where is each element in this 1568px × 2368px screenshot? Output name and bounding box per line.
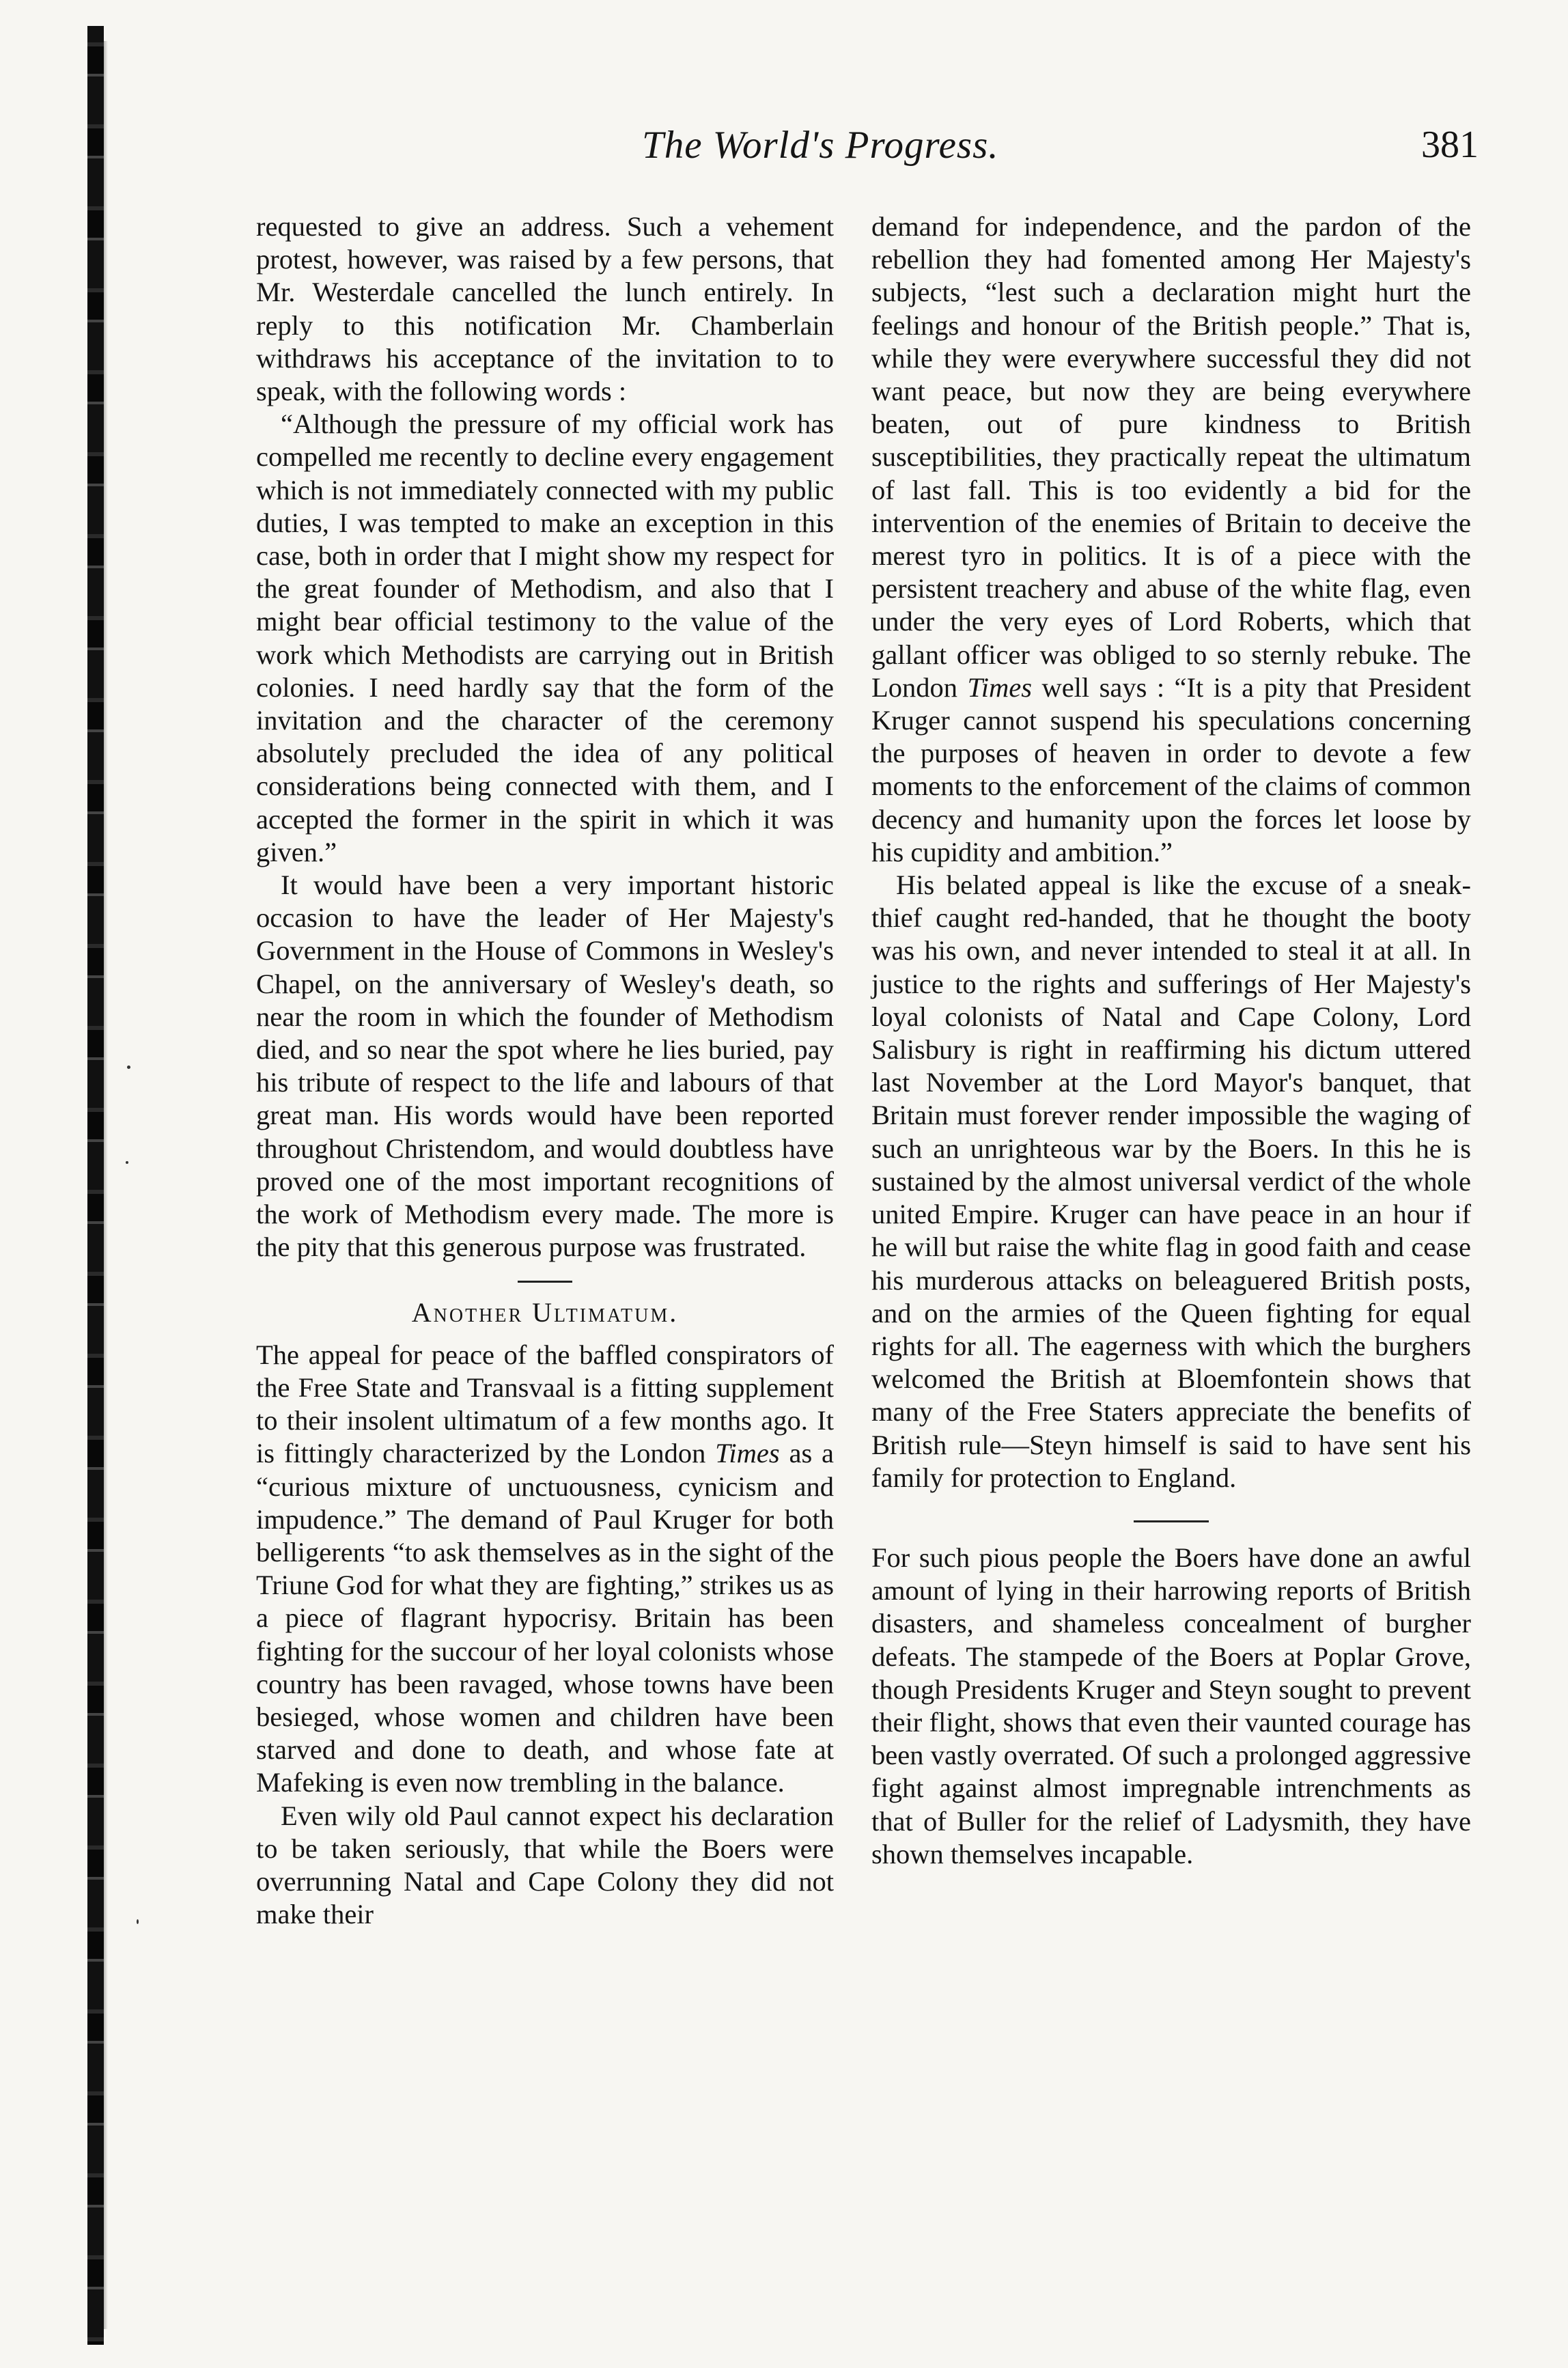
running-title: The World's Progress. (642, 124, 999, 167)
page-header (253, 123, 1479, 171)
paragraph (871, 210, 1471, 869)
ink-speck (126, 1161, 128, 1164)
page-number: 381 (1421, 124, 1479, 166)
paragraph: Even wily old Paul cannot expect his declaration to be taken seriously, that while the Boers were overrunning Natal and Cape Colony they did not make their (256, 1800, 834, 1930)
paragraph (256, 1339, 834, 1800)
binding-shadow (104, 41, 108, 2329)
page-binding-edge (87, 26, 104, 2345)
section-divider (518, 1281, 572, 1283)
text-run: demand for independence, and the pardon of the rebellion they had fomented among Her Majesty's subjects, “lest such a declaration might hurt the feelings and honour of the British people.” That is, while they were everywhere successful they did not want peace, but now they are being everywhere beaten, out of pure kindness to British susceptibilities, they practically repeat the ultimatum of last fall. This is too evidently a bid for the intervention of the enemies of Britain to deceive the merest tyro in politics. It is of a piece with the persistent treachery and abuse of the white flag, even under the very eyes of Lord Roberts, which that gallant officer was obliged to so sternly rebuke. The London (871, 211, 1471, 703)
section-heading: Another Ultimatum. (411, 1296, 679, 1328)
paragraph: requested to give an address. Such a vehement protest, however, was raised by a few persons, that Mr. Westerdale cancelled the lunch entirely. In reply to this notification Mr. Chamberlain withdraws his acceptance of the invitation to to speak, with the following words : (256, 211, 834, 407)
text-run: The appeal for peace of the baffled conspirators of the Free State and Transvaal is a fitting supplement to their insolent ultimatum of a few months ago. It is fittingly characterized by the London (256, 1339, 834, 1469)
paragraph: His belated appeal is like the excuse of a sneak-thief caught red-handed, that he thought the booty was his own, and never intended to steal it at all. In justice to the rights and sufferings of Her Majesty's loyal colonists of Natal and Cape Colony, Lord Salisbury is right in reaffirming his dictum uttered last November at the Lord Mayor's banquet, that Britain must forever render impossible the waging of such an unrighteous war by the Boers. In this he is sustained by the almost universal verdict of the whole united Empire. Kruger can have peace in an hour if he will but raise the white flag in good faith and cease his murderous attacks on beleaguered British posts, and on the armies of the Queen fighting for equal rights for all. The eagerness with which the burghers welcomed the British at Bloemfontein shows that many of the Free Staters appreciate the benefits of British rule—Steyn himself is said to have sent his family for protection to England. (871, 869, 1471, 1493)
section-divider (1134, 1520, 1209, 1522)
left-column (256, 210, 834, 1931)
newspaper-title: Times (715, 1438, 780, 1469)
newspaper-title: Times (967, 671, 1032, 703)
quoted-letter: “Although the pressure of my official work has compelled me recently to decline every engagement which is not immediately connected with my public duties, I was tempted to make an exception in this case, both in order that I might show my respect for the great founder of Methodism, and also that I might bear official testimony to the value of the work which Methodists are carrying out in British colonies. I need hardly say that the form of the invitation and the character of the ceremony absolutely precluded the idea of any political considerations being connected with them, and I accepted the former in the spirit in which it was given.” (256, 408, 834, 867)
ink-speck (127, 1065, 130, 1069)
text-run: well says : “It is a pity that President Kruger cannot suspend his speculations concerning the purposes of heaven in order to devote a few moments to the enforcement of the claims of common decency and humanity upon the forces let loose by his cupidity and ambition.” (871, 671, 1471, 867)
right-column (871, 210, 1471, 1871)
paragraph: It would have been a very important historic occasion to have the leader of Her Majesty's Government in the House of Commons in Wesley's Chapel, on the anniversary of Wesley's death, so near the room in which the founder of Methodism died, and so near the spot where he lies buried, pay his tribute of respect to the life and labours of that great man. His words would have been reported throughout Christendom, and would doubtless have proved one of the most important recognitions of the work of Methodism every made. The more is the pity that this generous purpose was frustrated. (256, 869, 834, 1263)
ink-speck (137, 1919, 139, 1924)
text-run: as a “curious mixture of unctuousness, cynicism and impudence.” The demand of Paul Kruger for both belligerents “to ask themselves as in the sight of the Triune God for what they are fighting,” strikes us as a piece of flagrant hypocrisy. Britain has been fighting for the succour of her loyal colonists whose country has been ravaged, whose towns have been besieged, whose women and children have been starved and done to death, and whose fate at Mafeking is even now trembling in the balance. (256, 1438, 834, 1798)
paragraph: For such pious people the Boers have done an awful amount of lying in their harrowing reports of British disasters, and shameless concealment of burgher defeats. The stampede of the Boers at Poplar Grove, though Presidents Kruger and Steyn sought to prevent their flight, shows that even their vaunted courage has been vastly overrated. Of such a prolonged aggressive fight against almost impregnable intrenchments as that of Buller for the relief of Ladysmith, they have shown themselves incapable. (871, 1542, 1471, 1869)
